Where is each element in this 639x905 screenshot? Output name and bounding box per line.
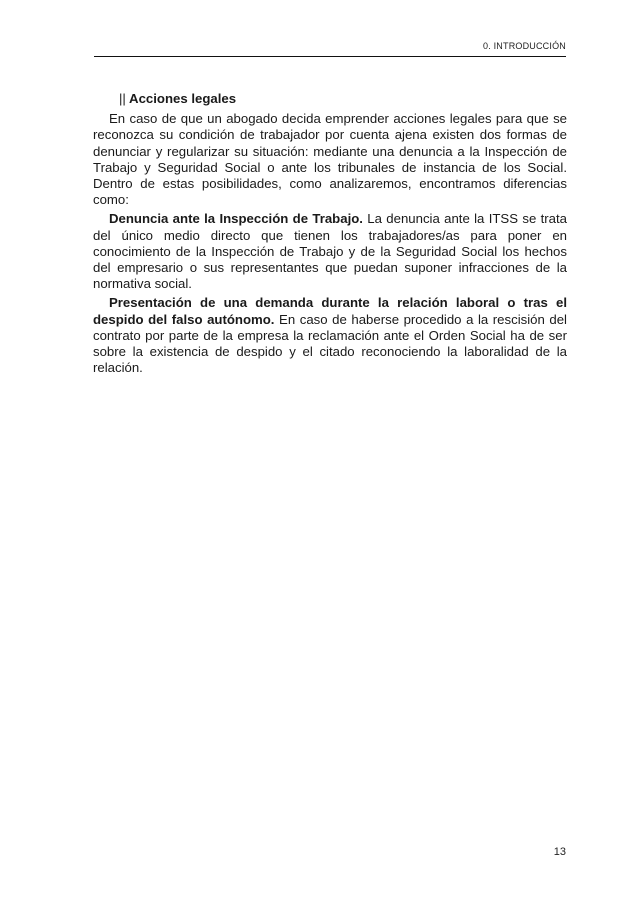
section-marker: || xyxy=(119,91,126,106)
section-heading xyxy=(93,91,567,107)
header-rule xyxy=(94,56,566,57)
running-header: 0. INTRODUCCIÓN xyxy=(482,41,566,51)
page-body xyxy=(93,91,567,379)
demanda-paragraph xyxy=(93,295,567,376)
demanda-lead: Presentación de una demanda durante la relación laboral o tras el despido del falso autónomo. xyxy=(93,295,567,327)
denuncia-paragraph xyxy=(93,211,567,292)
page-number: 13 xyxy=(553,846,566,858)
intro-paragraph: En caso de que un abogado decida emprender acciones legales para que se reconozca su condición de trabajador por cuenta ajena existen dos formas de denunciar y regularizar su situación: mediante una denuncia a la Inspección de Trabajo y Seguridad Social o ante los tribunales de instancia de los Social. Dentro de estas posibilidades, como analizaremos, encontramos diferencias como: xyxy=(93,111,567,208)
demanda-text: En caso de haberse procedido a la rescisión del contrato por parte de la empresa la reclamación ante el Orden Social ha de ser sobre la existencia de despido y el citado reconociendo la laboralidad de la relación. xyxy=(93,311,567,376)
section-title: Acciones legales xyxy=(129,91,237,106)
denuncia-lead: Denuncia ante la Inspección de Trabajo. xyxy=(109,211,363,227)
denuncia-text: La denuncia ante la ITSS se trata del único medio directo que tienen los trabajadores/as para poner en conocimiento de la Inspección de Trabajo y de la Seguridad Social los hechos del empresario o sus representantes que puedan suponer infracciones de la normativa social. xyxy=(93,211,567,292)
